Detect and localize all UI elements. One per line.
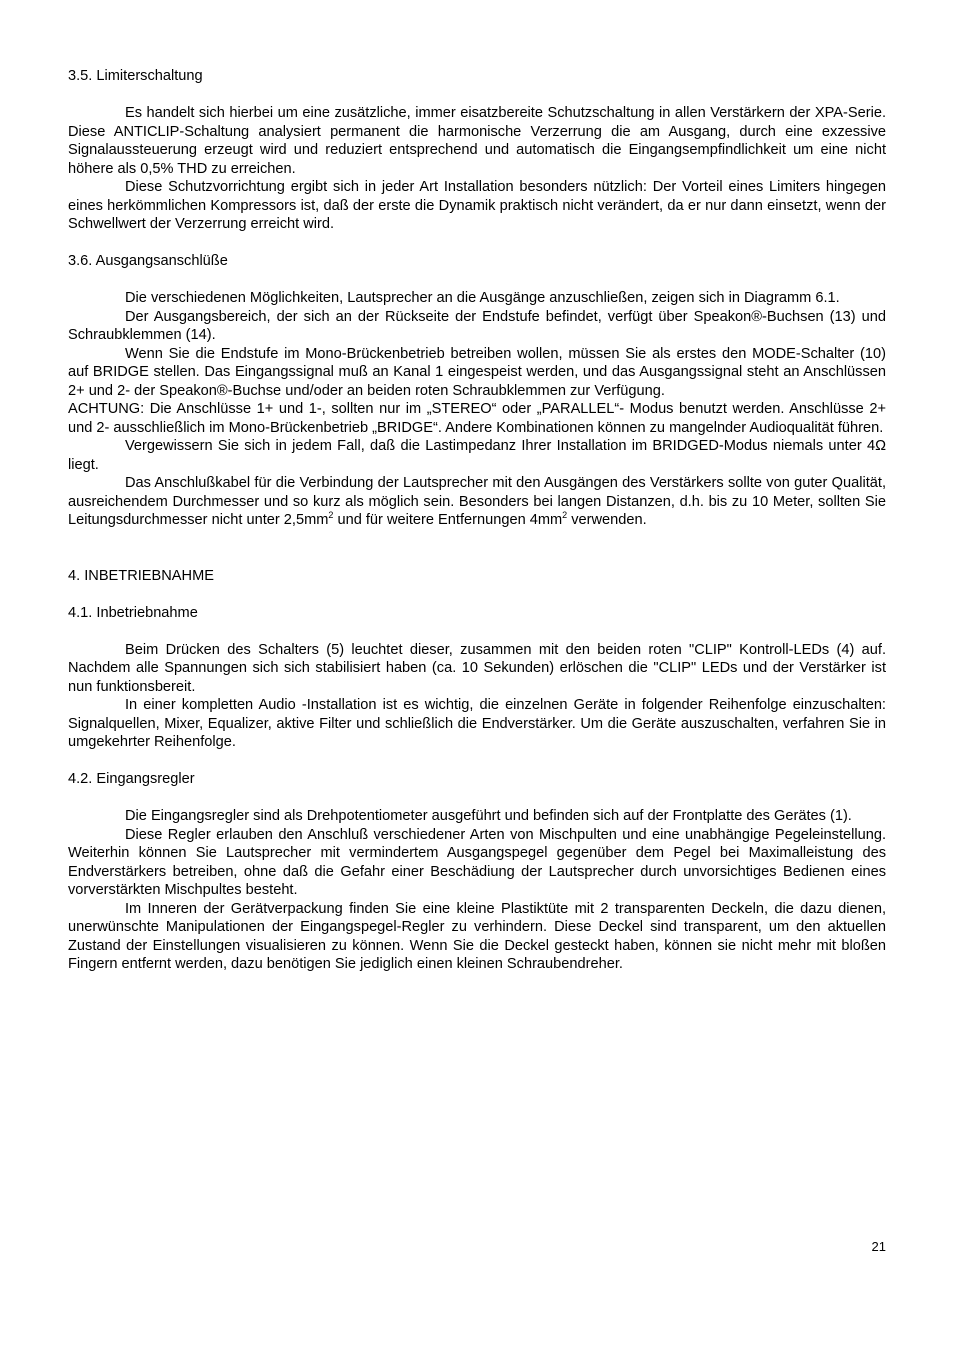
paragraph-outputs-3: Wenn Sie die Endstufe im Mono-Brückenbetrieb betreiben wollen, müssen Sie als erstes den MODE-Schalter (10) auf BRIDGE stellen. Das Eingangssignal muß an Kanal 1 eingespeist werden, und das Ausgangssignal steht an Anschlüssen 2+ und 2- der Speakon®-Buchse und/oder an beiden roten Schraubklemmen zur Verfügung. (68, 345, 886, 399)
section-heading-4-2: 4.2. Eingangsregler (68, 771, 195, 787)
section-heading-3-6: 3.6. Ausgangsanschlüße (68, 253, 228, 269)
paragraph-outputs-warning: ACHTUNG: Die Anschlüsse 1+ und 1-, sollten nur im „STEREO“ oder „PARALLEL“- Modus benutzt werden. Anschlüsse 2+ und 2- ausschließlich im Mono-Brückenbetrieb „BRIDGE“. Andere Kombinationen können zu mangelnder Audioqualität führen. (68, 401, 886, 436)
section-heading-4: 4. INBETRIEBNAHME (68, 567, 214, 584)
paragraph-input-controls-2: Diese Regler erlauben den Anschluß verschiedener Arten von Mischpulten und eine unabhängige Pegeleinstellung. Weiterhin können Sie Lautsprecher mit vermindertem Ausgangspegel gegenüber dem Pegel bei Maximalleistung des Endverstärkers betreiben, ohne daß die Gefahr einer Beschädiung der Lautsprecher durch unvorsichtiges Bedienen eines vorverstärkten Mischpultes besteht. (68, 826, 886, 898)
document-page (68, 67, 886, 974)
cable-text-b: und für weitere Entfernungen 4mm (333, 512, 563, 528)
superscript-squared: 2 (562, 510, 568, 520)
section-heading-4-1: 4.1. Inbetriebnahme (68, 604, 198, 621)
cable-text-a: Das Anschlußkabel für die Verbindung der Lautsprecher mit den Ausgängen des Verstärkers sollte von guter Qualität, ausreichendem Durchmesser und so kurz als möglich sein. Besonders bei langen Distanzen, d.h. bis zu 10 Meter, sollten Sie Leitungsdurchmesser nicht unter 2,5mm (68, 475, 886, 528)
paragraph-input-controls-3: Im Inneren der Gerätverpackung finden Sie eine kleine Plastiktüte mit 2 transparenten Deckeln, die dazu dienen, unerwünschte Manipulationen der Eingangspegel-Regler zu verhindern. Diese Deckel sind transparent, um den aktuellen Zustand der Einstellungen visualisieren zu können. Wenn Sie die Deckel gesteckt haben, können sie nicht mehr mit bloßen Fingern entfernt werden, dazu benötigen Sie jediglich einen kleinen Schraubendreher. (68, 900, 886, 972)
paragraph-limiter-2: Diese Schutzvorrichtung ergibt sich in jeder Art Installation besonders nützlich: Der Vorteil eines Limiters hingegen eines herkömmlichen Kompressors ist, daß der erste die Dynamik praktisch nicht verändert, da er nur dann einsetzt, wenn der Schwellwert der Verzerrung erreicht wird. (68, 179, 886, 232)
page-number: 21 (871, 1239, 886, 1254)
paragraph-limiter-1: Es handelt sich hierbei um eine zusätzliche, immer eisatzbereite Schutzschaltung in allen Verstärkern der XPA-Serie. Diese ANTICLIP-Schaltung analysiert permanent die harmonische Verzerrung die am Ausgang, durch eine exzessive Signalaussteuerung erzeugt wird und reduziert entsprechend und automatisch die Eingangsempfindlichkeit um eine nicht höhere als 0,5% THD zu erreichen. (68, 105, 886, 177)
paragraph-outputs-6 (68, 474, 886, 530)
paragraph-startup-2: In einer kompletten Audio -Installation ist es wichtig, die einzelnen Geräte in folgender Reihenfolge einzuschalten: Signalquellen, Mixer, Equalizer, aktive Filter und schließlich die Endverstärker. Um die Geräte auszuschalten, verfahren Sie in umgekehrter Reihenfolge. (68, 697, 886, 750)
paragraph-startup-1: Beim Drücken des Schalters (5) leuchtet dieser, zusammen mit den beiden roten "CLIP" Kontroll-LEDs (4) auf. Nachdem alle Spannungen sich sich stabilisiert haben (ca. 10 Sekunden) erlöschen die "CLIP" LEDs und der Verstärker ist nun funktionsbereit. (68, 641, 886, 695)
paragraph-input-controls-1: Die Eingangsregler sind als Drehpotentiometer ausgeführt und befinden sich auf der Frontplatte des Gerätes (1). (125, 808, 852, 824)
cable-text-c: verwenden. (567, 512, 647, 528)
superscript-squared: 2 (328, 510, 334, 520)
paragraph-outputs-2: Der Ausgangsbereich, der sich an der Rückseite der Endstufe befindet, verfügt über Speakon®-Buchsen (13) und Schraubklemmen (14). (68, 308, 886, 343)
section-heading-3-5: 3.5. Limiterschaltung (68, 68, 203, 84)
paragraph-outputs-5: Vergewissern Sie sich in jedem Fall, daß die Lastimpedanz Ihrer Installation im BRIDGED-Modus niemals unter 4Ω liegt. (68, 438, 886, 473)
paragraph-outputs-1: Die verschiedenen Möglichkeiten, Lautsprecher an die Ausgänge anzuschließen, zeigen sich in Diagramm 6.1. (125, 290, 840, 306)
